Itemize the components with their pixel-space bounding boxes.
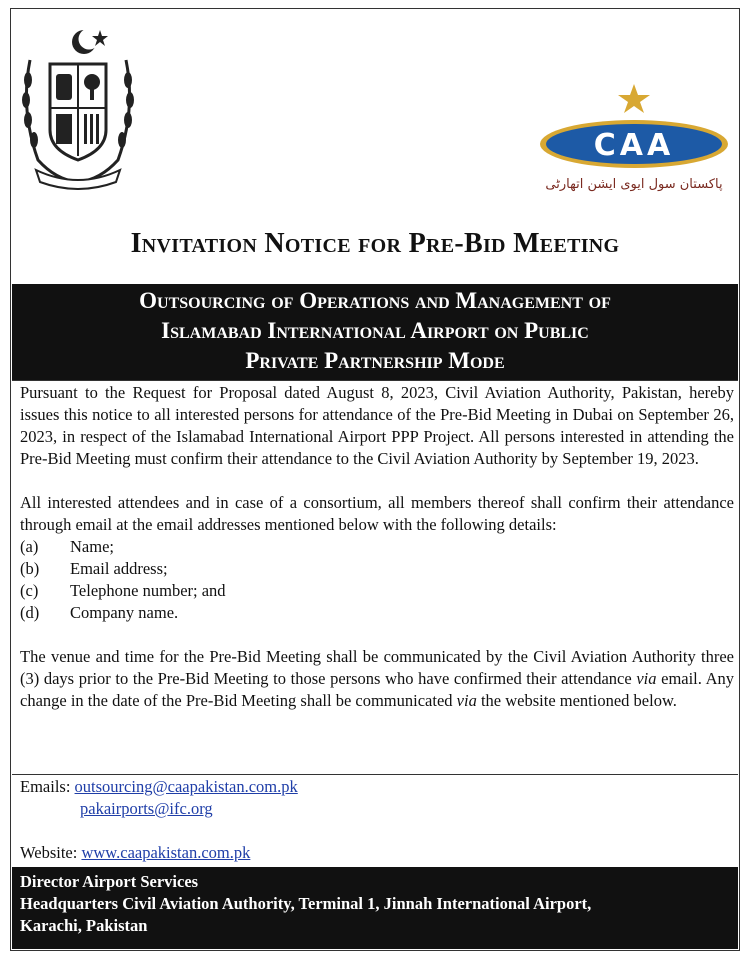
list-item: (a) Name;	[20, 537, 114, 556]
divider	[12, 380, 738, 381]
website-link[interactable]: www.caapakistan.com.pk	[81, 843, 251, 862]
email-link-ifc[interactable]: pakairports@ifc.org	[80, 799, 213, 818]
venue-paragraph: The venue and time for the Pre-Bid Meeting shall be communicated by the Civil Aviation Authority three (3) days prior to the Pre-Bid Meeting to those persons who have confirmed their attendance via email. Any change in the date of the Pre-Bid Meeting shall be communicated via the website mentioned below.	[20, 647, 735, 710]
footer-line: Director Airport Services	[20, 872, 199, 891]
divider	[12, 774, 738, 775]
notice-body	[20, 382, 734, 734]
intro-paragraph: Pursuant to the Request for Proposal dated August 8, 2023, Civil Aviation Authority, Pakistan, hereby issues this notice to all interested persons for attendance of the Pre-Bid Meeting in Dubai on September 26, 2023, in respect of the Islamabad International Airport PPP Project. All persons interested in attending the Pre-Bid Meeting must confirm their attendance to the Civil Aviation Authority by September 19, 2023.	[20, 383, 734, 468]
caa-logo	[536, 84, 732, 200]
footer-line: Karachi, Pakistan	[20, 916, 148, 935]
list-item: (c) Telephone number; and	[20, 581, 226, 600]
email-link-outsourcing[interactable]: outsourcing@caapakistan.com.pk	[74, 777, 298, 796]
website-label: Website:	[20, 843, 78, 862]
emails-label: Emails:	[20, 777, 71, 796]
list-item: (d) Company name.	[20, 603, 179, 622]
footer-address	[12, 867, 738, 949]
details-list	[20, 536, 734, 624]
state-emblem-icon	[16, 20, 140, 190]
project-title-bar	[12, 284, 738, 380]
notice-title: Invitation Notice for Pre-Bid Meeting	[130, 228, 620, 259]
project-title-line: Islamabad International Airport on Public	[161, 318, 589, 343]
footer-line: Headquarters Civil Aviation Authority, Terminal 1, Jinnah International Airport,	[20, 894, 592, 913]
project-title-line: Private Partnership Mode	[245, 348, 505, 373]
project-title-line: Outsourcing of Operations and Management of	[139, 288, 611, 313]
contact-section	[20, 776, 298, 864]
caa-star-logo-icon	[536, 84, 732, 200]
caa-urdu-name: پاکستان سول ایوی ایشن اتھارٹی	[545, 177, 723, 192]
attendance-paragraph: All interested attendees and in case of a consortium, all members thereof shall confirm their attendance through email at the email addresses mentioned below with the following details:	[20, 493, 734, 534]
caa-wordmark: CAA	[593, 128, 675, 163]
list-item: (b) Email address;	[20, 559, 168, 578]
